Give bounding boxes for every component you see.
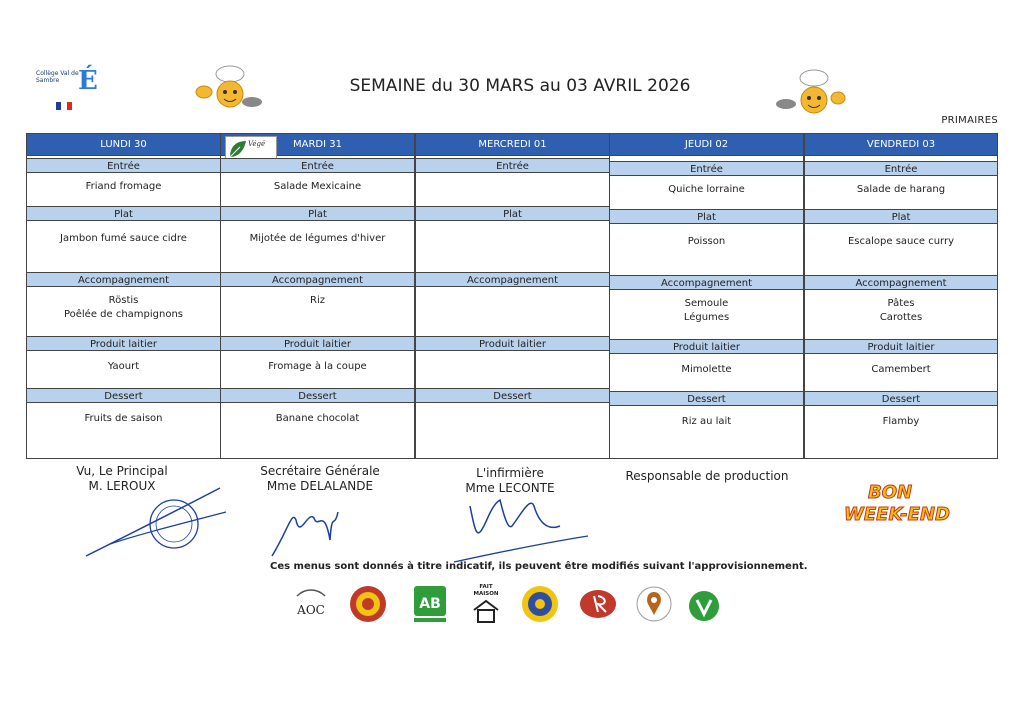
igp-icon (520, 584, 560, 624)
category-produit-laitier: Produit laitier (610, 339, 803, 354)
french-flag-icon (56, 102, 72, 110)
label-igp (520, 584, 560, 624)
category-entree: Entrée (416, 158, 609, 173)
college-logo (36, 66, 96, 112)
signature-name: M. LEROUX (88, 479, 156, 493)
dish-entree: Salade Mexicaine (273, 181, 362, 192)
handwritten-signature-infirmiere (450, 486, 590, 566)
handwritten-signature-secretaire (268, 500, 348, 560)
category-dessert: Dessert (416, 388, 609, 403)
category-entree: Entrée (610, 161, 803, 176)
day-header: MARDI 31 (221, 134, 414, 156)
signature-role: Vu, Le Principal (76, 464, 168, 478)
category-dessert: Dessert (221, 388, 414, 403)
menu-table (26, 133, 998, 459)
fait-maison-text: FAIT MAISON (473, 584, 499, 597)
aoc-icon (291, 584, 331, 624)
signature-production (622, 469, 792, 484)
category-entree: Entrée (221, 158, 414, 173)
day-header: LUNDI 30 (27, 134, 220, 156)
dish-entree: Quiche lorraine (668, 184, 745, 195)
bon-text: BON (868, 482, 913, 503)
category-produit-laitier: Produit laitier (805, 339, 997, 354)
day-column (26, 133, 221, 459)
dish-plat: Mijotée de légumes d'hiver (249, 233, 386, 244)
signature-role: L'infirmière (476, 466, 544, 480)
category-entree: Entrée (27, 158, 220, 173)
dish-accompagnement: Pâtes Carottes (879, 298, 923, 323)
day-column (220, 133, 415, 459)
signature-role: Responsable de production (625, 469, 789, 483)
day-column (415, 133, 610, 459)
fait-maison-icon (468, 598, 504, 624)
dish-entree: Salade de harang (856, 184, 946, 195)
day-header: JEUDI 02 (610, 134, 803, 156)
dish-produit-laitier: Fromage à la coupe (268, 361, 367, 372)
category-dessert: Dessert (805, 391, 997, 406)
category-produit-laitier: Produit laitier (416, 336, 609, 351)
chef-emoji-icon (190, 64, 264, 116)
label-ab (412, 584, 452, 624)
dish-produit-laitier: Camembert (871, 364, 931, 375)
category-plat: Plat (221, 206, 414, 221)
signature-role: Secrétaire Générale (260, 464, 380, 478)
category-plat: Plat (416, 206, 609, 221)
category-plat: Plat (610, 209, 803, 224)
dish-produit-laitier: Yaourt (107, 361, 140, 372)
category-accompagnement: Accompagnement (416, 272, 609, 287)
ab-text: AB (419, 596, 441, 612)
aoc-text: AOC (297, 603, 325, 617)
category-dessert: Dessert (27, 388, 220, 403)
logo-text: Collège Val de Sambre (36, 70, 79, 84)
dish-accompagnement: Riz (310, 295, 325, 306)
category-dessert: Dessert (610, 391, 803, 406)
signature-name: Mme LECONTE (465, 481, 555, 495)
chef-emoji-icon (772, 68, 852, 120)
vegetarien-icon (684, 584, 724, 624)
dish-dessert: Banane chocolat (275, 413, 360, 424)
day-header: VENDREDI 03 (805, 134, 997, 156)
category-produit-laitier: Produit laitier (27, 336, 220, 351)
label-produit-local (634, 584, 674, 624)
category-accompagnement: Accompagnement (805, 275, 997, 290)
signature-secretaire (250, 464, 390, 494)
dish-plat: Jambon fumé sauce cidre (60, 233, 187, 244)
label-vegetarien (684, 584, 724, 624)
dish-dessert: Fruits de saison (84, 413, 163, 424)
page-title: SEMAINE du 30 MARS au 03 AVRIL 2026 (349, 76, 691, 96)
category-plat: Plat (805, 209, 997, 224)
dish-produit-laitier: Mimolette (681, 364, 732, 375)
category-entree: Entrée (805, 161, 997, 176)
day-header: MERCREDI 01 (416, 134, 609, 156)
category-accompagnement: Accompagnement (27, 272, 220, 287)
signature-name: Mme DELALANDE (266, 479, 374, 493)
label-rouge (578, 584, 618, 624)
label-aop (348, 584, 388, 624)
logo-letter: É (78, 66, 98, 96)
category-accompagnement: Accompagnement (610, 275, 803, 290)
day-column (609, 133, 804, 459)
vegetarian-badge-text: Végé (248, 140, 266, 148)
bon-weekend-graphic (838, 482, 958, 544)
category-plat: Plat (27, 206, 220, 221)
dish-dessert: Riz au lait (681, 416, 732, 427)
label-rouge-icon (578, 584, 618, 624)
label-fait-maison (468, 584, 504, 624)
dish-accompagnement: Semoule Légumes (683, 298, 730, 323)
category-accompagnement: Accompagnement (221, 272, 414, 287)
aop-icon (348, 584, 388, 624)
label-aoc (291, 584, 331, 624)
dish-accompagnement: Röstis Poêlée de champignons (63, 295, 184, 320)
weekend-text: WEEK-END (844, 504, 950, 525)
produit-local-icon (634, 584, 674, 624)
ab-icon (412, 584, 448, 624)
dish-dessert: Flamby (882, 416, 920, 427)
category-produit-laitier: Produit laitier (221, 336, 414, 351)
dish-entree: Friand fromage (85, 181, 162, 192)
dish-plat: Poisson (687, 236, 726, 247)
day-column (804, 133, 998, 459)
level-label: PRIMAIRES (941, 115, 998, 126)
handwritten-signature-principal (80, 484, 230, 560)
dish-plat: Escalope sauce curry (847, 236, 955, 247)
disclaimer-note: Ces menus sont donnés à titre indicatif, ils peuvent être modifiés suivant l'approvisionnement. (270, 561, 808, 572)
